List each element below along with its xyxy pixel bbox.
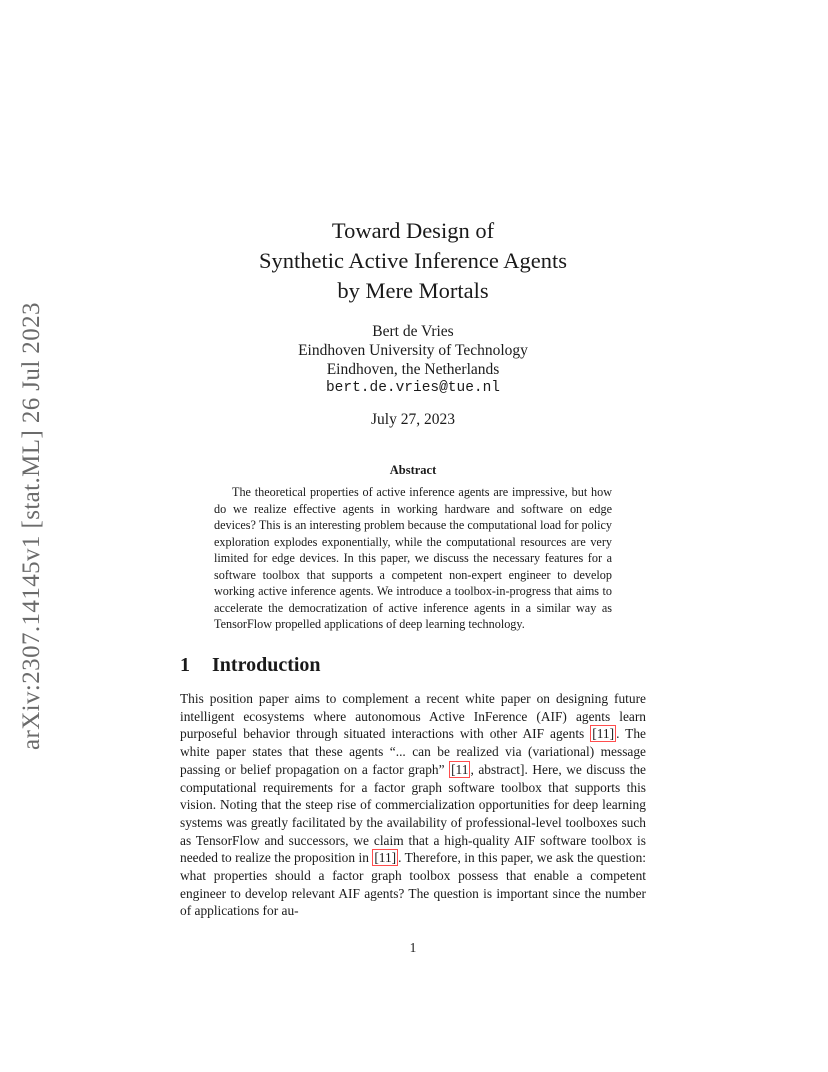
arxiv-identifier-text: arXiv:2307.14145v1 [stat.ML] 26 Jul 2023 [18,302,45,750]
arxiv-identifier-stamp [18,290,58,750]
intro-text-part-3: , abstract]. Here, we discuss the computational requirements for a factor graph software toolbox that supports this vision. Noting that the steep rise of commercialization opportunities for deep learning systems was greatly facilitated by the availability of professional-level toolboxes such as TensorFlow and successors, we claim that a high-quality AIF software toolbox is needed to realize the proposition in [180,761,646,866]
author-affiliation: Eindhoven University of Technology [298,342,528,359]
author-email[interactable]: bert.de.vries@tue.nl [325,380,501,396]
title-line-2: Synthetic Active Inference Agents [258,248,568,273]
title-line-1: Toward Design of [331,218,495,243]
intro-text-part-1: This position paper aims to complement a recent white paper on designing future intelligent ecosystems where autonomous Active InFerence (AIF) agents learn purposeful behavior through situated interactions with other AIF agents [180,691,646,742]
intro-text-part-2: . The white paper states that these agents “... can be realized via (variational) message passing or belief propagation on a factor graph” [180,726,646,777]
section-heading-introduction [180,654,321,677]
abstract-text: The theoretical properties of active inference agents are impressive, but how do we realize effective agents in working hardware and software on edge devices? This is an interesting problem because the computational load for policy exploration explodes exponentially, while the computational resources are very limited for edge devices. In this paper, we discuss the necessary features for a software toolbox that supports a competent non-expert engineer to develop working active inference agents. We introduce a toolbox-in-progress that aims to accelerate the democratization of active inference agents in a similar way as TensorFlow propelled applications of deep learning technology. [214,485,612,631]
page-number: 1 [409,940,417,955]
introduction-paragraph [180,690,646,920]
section-number: 1 [180,654,190,676]
citation-link-11[interactable]: [11] [592,726,615,742]
section-title: Introduction [212,654,321,676]
paper-title [180,216,646,306]
introduction-body [180,690,646,920]
citation-link-11[interactable]: [11 [451,761,469,777]
title-line-3: by Mere Mortals [337,278,489,303]
intro-text-part-4: . Therefore, in this paper, we ask the question: what properties should a factor graph toolbox possess that enable a competent engineer to develop relevant AIF agents? The question is important since the number of applications for au- [180,850,646,919]
author-location: Eindhoven, the Netherlands [326,361,500,378]
author-block [180,322,646,398]
abstract-body [214,484,612,633]
citation-link-11[interactable]: [11] [374,850,397,866]
abstract-heading: Abstract [389,463,437,477]
author-name: Bert de Vries [372,323,454,340]
paper-date: July 27, 2023 [371,411,455,428]
